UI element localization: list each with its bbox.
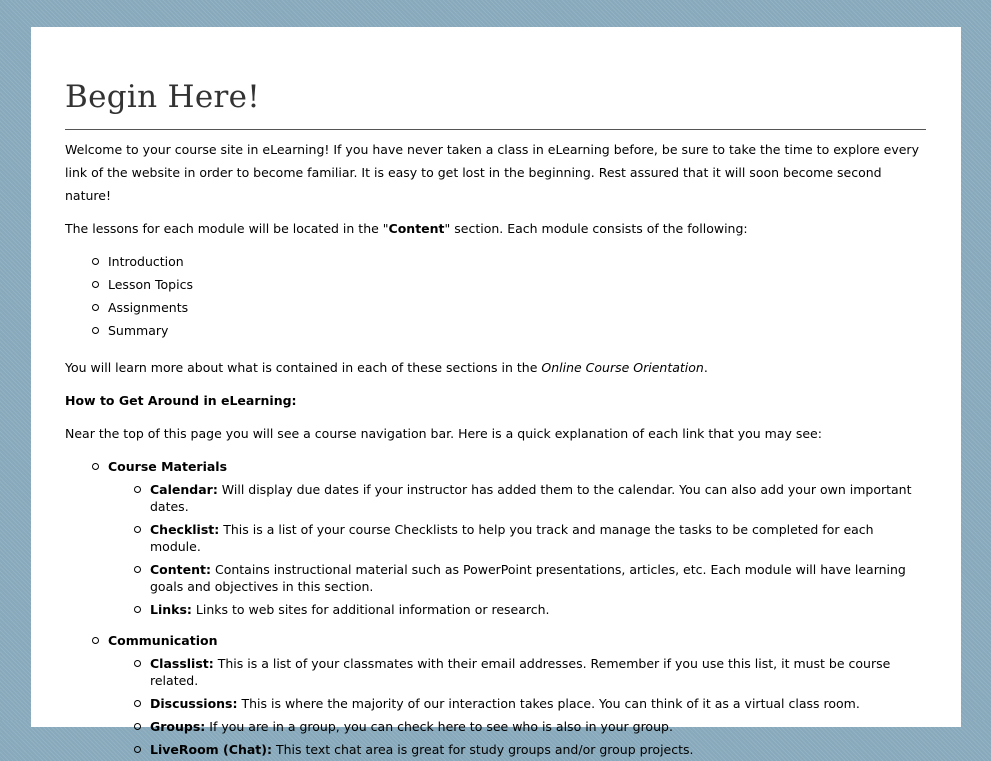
lessons-paragraph [65,217,926,240]
term-links: Links: [150,602,192,617]
orientation-paragraph [65,356,926,379]
term-description: This text chat area is great for study groups and/or group projects. [271,742,694,757]
content-page [31,27,961,757]
orientation-text-suffix: . [703,360,708,375]
nav-group-label: Communication [108,629,926,652]
navbar-intro-paragraph: Near the top of this page you will see a course navigation bar. Here is a quick explanation of each link that you may see: [65,426,822,441]
term-calendar: Calendar: [150,482,218,497]
orientation-link-text: Online Course Orientation [541,360,704,375]
term-classlist: Classlist: [150,656,214,671]
module-parts-list [91,250,926,342]
lessons-text-prefix: The lessons for each module will be located in the " [65,221,389,236]
list-item: Assignments [91,296,926,319]
list-item [133,598,926,621]
howto-heading: How to Get Around in eLearning: [65,393,297,408]
term-groups: Groups: [150,719,206,734]
list-item [133,715,926,738]
term-description: This is a list of your classmates with their email addresses. Remember if you use this list, it must be course related. [150,656,891,688]
list-item: Introduction [91,250,926,273]
nav-links-list [133,478,926,621]
list-item [133,652,926,692]
nav-group-label: Course Materials [108,455,926,478]
orientation-text-prefix: You will learn more about what is contained in each of these sections in the [65,360,542,375]
nav-links-list [133,652,926,761]
term-description: If you are in a group, you can check here to see who is also in your group. [205,719,673,734]
nav-group-course-materials [91,455,926,621]
term-description: Links to web sites for additional information or research. [191,602,550,617]
nav-group-communication [91,629,926,761]
content-keyword: Content [388,221,445,236]
term-description: This is a list of your course Checklists to help you track and manage the tasks to be completed for each module. [150,522,874,554]
list-item: Summary [91,319,926,342]
nav-groups-list [91,455,926,761]
list-item [133,692,926,715]
list-item [133,518,926,558]
term-liveroom: LiveRoom (Chat): [150,742,272,757]
list-item [133,478,926,518]
intro-paragraph: Welcome to your course site in eLearning! If you have never taken a class in eLearning before, be sure to take the time to explore every link of the website in order to become familiar. It is easy to get lost in the beginning. Rest assured that it will soon become second nature! [65,142,919,203]
list-item [133,558,926,598]
term-description: Will display due dates if your instructor has added them to the calendar. You can also add your own important dates. [150,482,912,514]
term-checklist: Checklist: [150,522,220,537]
page-title: Begin Here! [65,79,261,115]
term-description: This is where the majority of our interaction takes place. You can think of it as a virtual class room. [237,696,860,711]
term-description: Contains instructional material such as PowerPoint presentations, articles, etc. Each module will have learning goals and objectives in this section. [150,562,906,594]
title-divider [65,129,926,130]
list-item: Lesson Topics [91,273,926,296]
list-item [133,738,926,761]
lessons-text-suffix: " section. Each module consists of the following: [444,221,748,236]
term-discussions: Discussions: [150,696,238,711]
term-content: Content: [150,562,211,577]
